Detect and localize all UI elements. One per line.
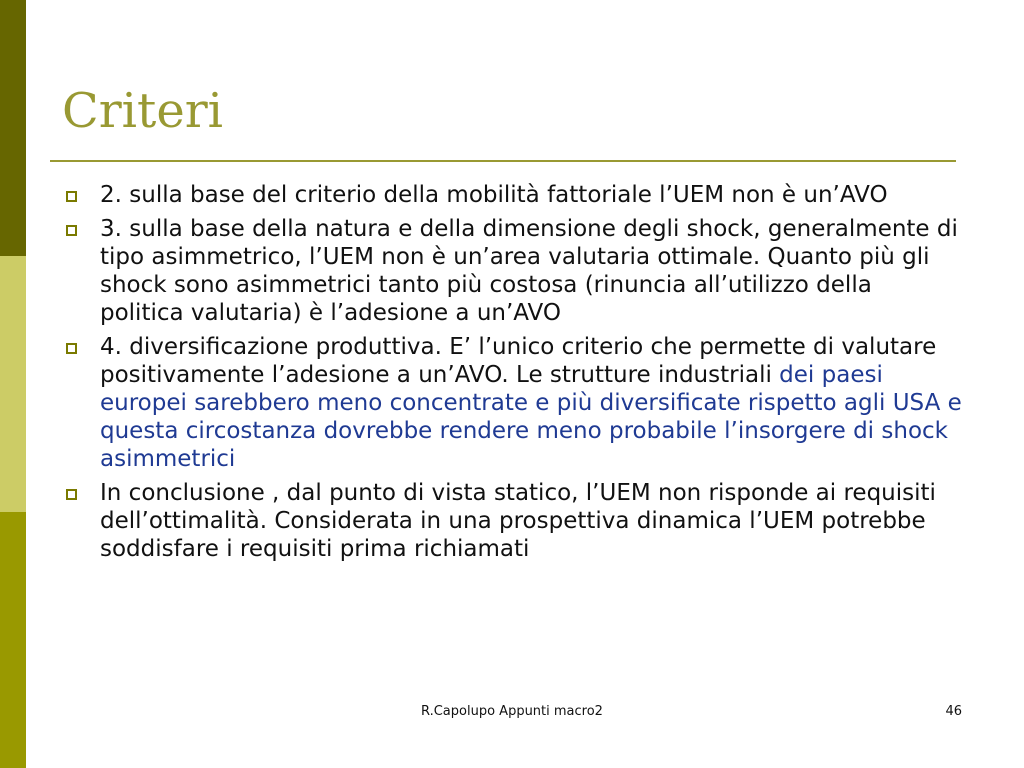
bullet-text: 2. sulla base del criterio della mobilità fattoriale l’UEM non è un’AVO [100,182,888,208]
title-underline [50,160,956,162]
bullet-text-highlight: dei paesi europei sarebbero meno concentrate e più diversificate rispetto agli USA e questa circostanza dovrebbe rendere meno probabile l’insorgere di shock asimmetrici [100,362,962,472]
bullet-list [62,181,962,569]
bullet-item [62,479,962,563]
bullet-item [62,215,962,327]
hollow-square-bullet-icon [66,489,77,500]
hollow-square-bullet-icon [66,343,77,354]
hollow-square-bullet-icon [66,191,77,202]
page-number: 46 [945,704,962,719]
bullet-item [62,181,962,209]
slide-title: Criteri [62,83,224,139]
sidebar-band-top [0,0,26,256]
hollow-square-bullet-icon [66,225,77,236]
bullet-item [62,333,962,473]
bullet-text: 3. sulla base della natura e della dimensione degli shock, generalmente di tipo asimmetrico, l’UEM non è un’area valutaria ottimale. Quanto più gli shock sono asimmetrici tanto più costosa (rinuncia all’utilizzo della politica valutaria) è l’adesione a un’AVO [100,216,958,326]
slide-footer: R.Capolupo Appunti macro2 [421,704,603,719]
bullet-text: In conclusione , dal punto di vista statico, l’UEM non risponde ai requisiti dell’ottimalità. Considerata in una prospettiva dinamica l’UEM potrebbe soddisfare i requisiti prima richiamati [100,480,936,562]
bullet-text-plain: 4. diversificazione produttiva. E’ l’unico criterio che permette di valutare positivamente l’adesione a un’AVO. Le strutture industriali [100,334,937,388]
sidebar-band-bottom [0,512,26,768]
bullet-text [100,333,962,473]
sidebar-decoration [0,0,26,768]
sidebar-band-middle [0,256,26,512]
